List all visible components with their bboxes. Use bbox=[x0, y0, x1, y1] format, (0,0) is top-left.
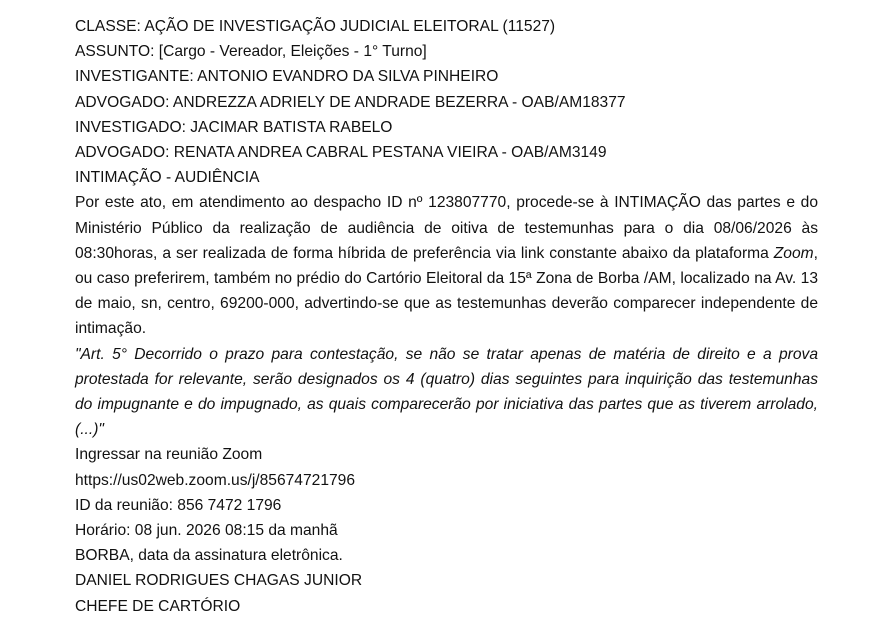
zoom-meeting-id: ID da reunião: 856 7472 1796 bbox=[75, 496, 282, 514]
signer-role: CHEFE DE CARTÓRIO bbox=[75, 597, 241, 615]
legal-quote: "Art. 5° Decorrido o prazo para contestação, se não se tratar apenas de matéria de direito e a prova protestada for relevante, serão designados os 4 (quatro) dias seguintes para inquirição das testemunhas do impugnante e do impugnado, as quais comparecerão por iniciativa das partes que as tiverem arrolado, (...)" bbox=[75, 345, 818, 439]
investigado-line: INVESTIGADO: JACIMAR BATISTA RABELO bbox=[75, 118, 393, 136]
assunto-line: ASSUNTO: [Cargo - Vereador, Eleições - 1° Turno] bbox=[75, 43, 427, 61]
advogado-investigante-line: ADVOGADO: ANDREZZA ADRIELY DE ANDRADE BEZERRA - OAB/AM18377 bbox=[75, 93, 626, 111]
zoom-link[interactable]: https://us02web.zoom.us/j/85674721796 bbox=[75, 471, 356, 489]
investigante-line: INVESTIGANTE: ANTONIO EVANDRO DA SILVA PINHEIRO bbox=[75, 68, 499, 86]
intimation-paragraph bbox=[75, 190, 818, 341]
classe-line: CLASSE: AÇÃO DE INVESTIGAÇÃO JUDICIAL ELEITORAL (11527) bbox=[75, 18, 556, 35]
intimation-text-start: Por este ato, em atendimento ao despacho ID nº 123807770, procede-se à INTIMAÇÃO das partes e do Ministério Público da realização de audiência de oitiva de testemunhas para o dia 08/06/2026 às 08:30horas, a ser realizada de forma híbrida de preferência via link constante abaixo da plataforma bbox=[75, 194, 818, 262]
intimation-text-end: , ou caso preferirem, também no prédio do Cartório Eleitoral da 15ª Zona de Borba /AM, localizado na Av. 13 de maio, sn, centro, 69200-000, advertindo-se que as testemunhas deverão comparecer independente de intimação. bbox=[75, 244, 818, 338]
zoom-meeting-time: Horário: 08 jun. 2026 08:15 da manhã bbox=[75, 522, 338, 540]
advogado-investigado-line: ADVOGADO: RENATA ANDREA CABRAL PESTANA VIEIRA - OAB/AM3149 bbox=[75, 144, 607, 162]
signer-name: DANIEL RODRIGUES CHAGAS JUNIOR bbox=[75, 572, 363, 590]
place-date-line: BORBA, data da assinatura eletrônica. bbox=[75, 547, 343, 565]
document-type-line: INTIMAÇÃO - AUDIÊNCIA bbox=[75, 169, 260, 187]
document-text bbox=[75, 14, 818, 619]
zoom-platform-name: Zoom bbox=[773, 244, 814, 262]
zoom-join-label: Ingressar na reunião Zoom bbox=[75, 446, 263, 464]
